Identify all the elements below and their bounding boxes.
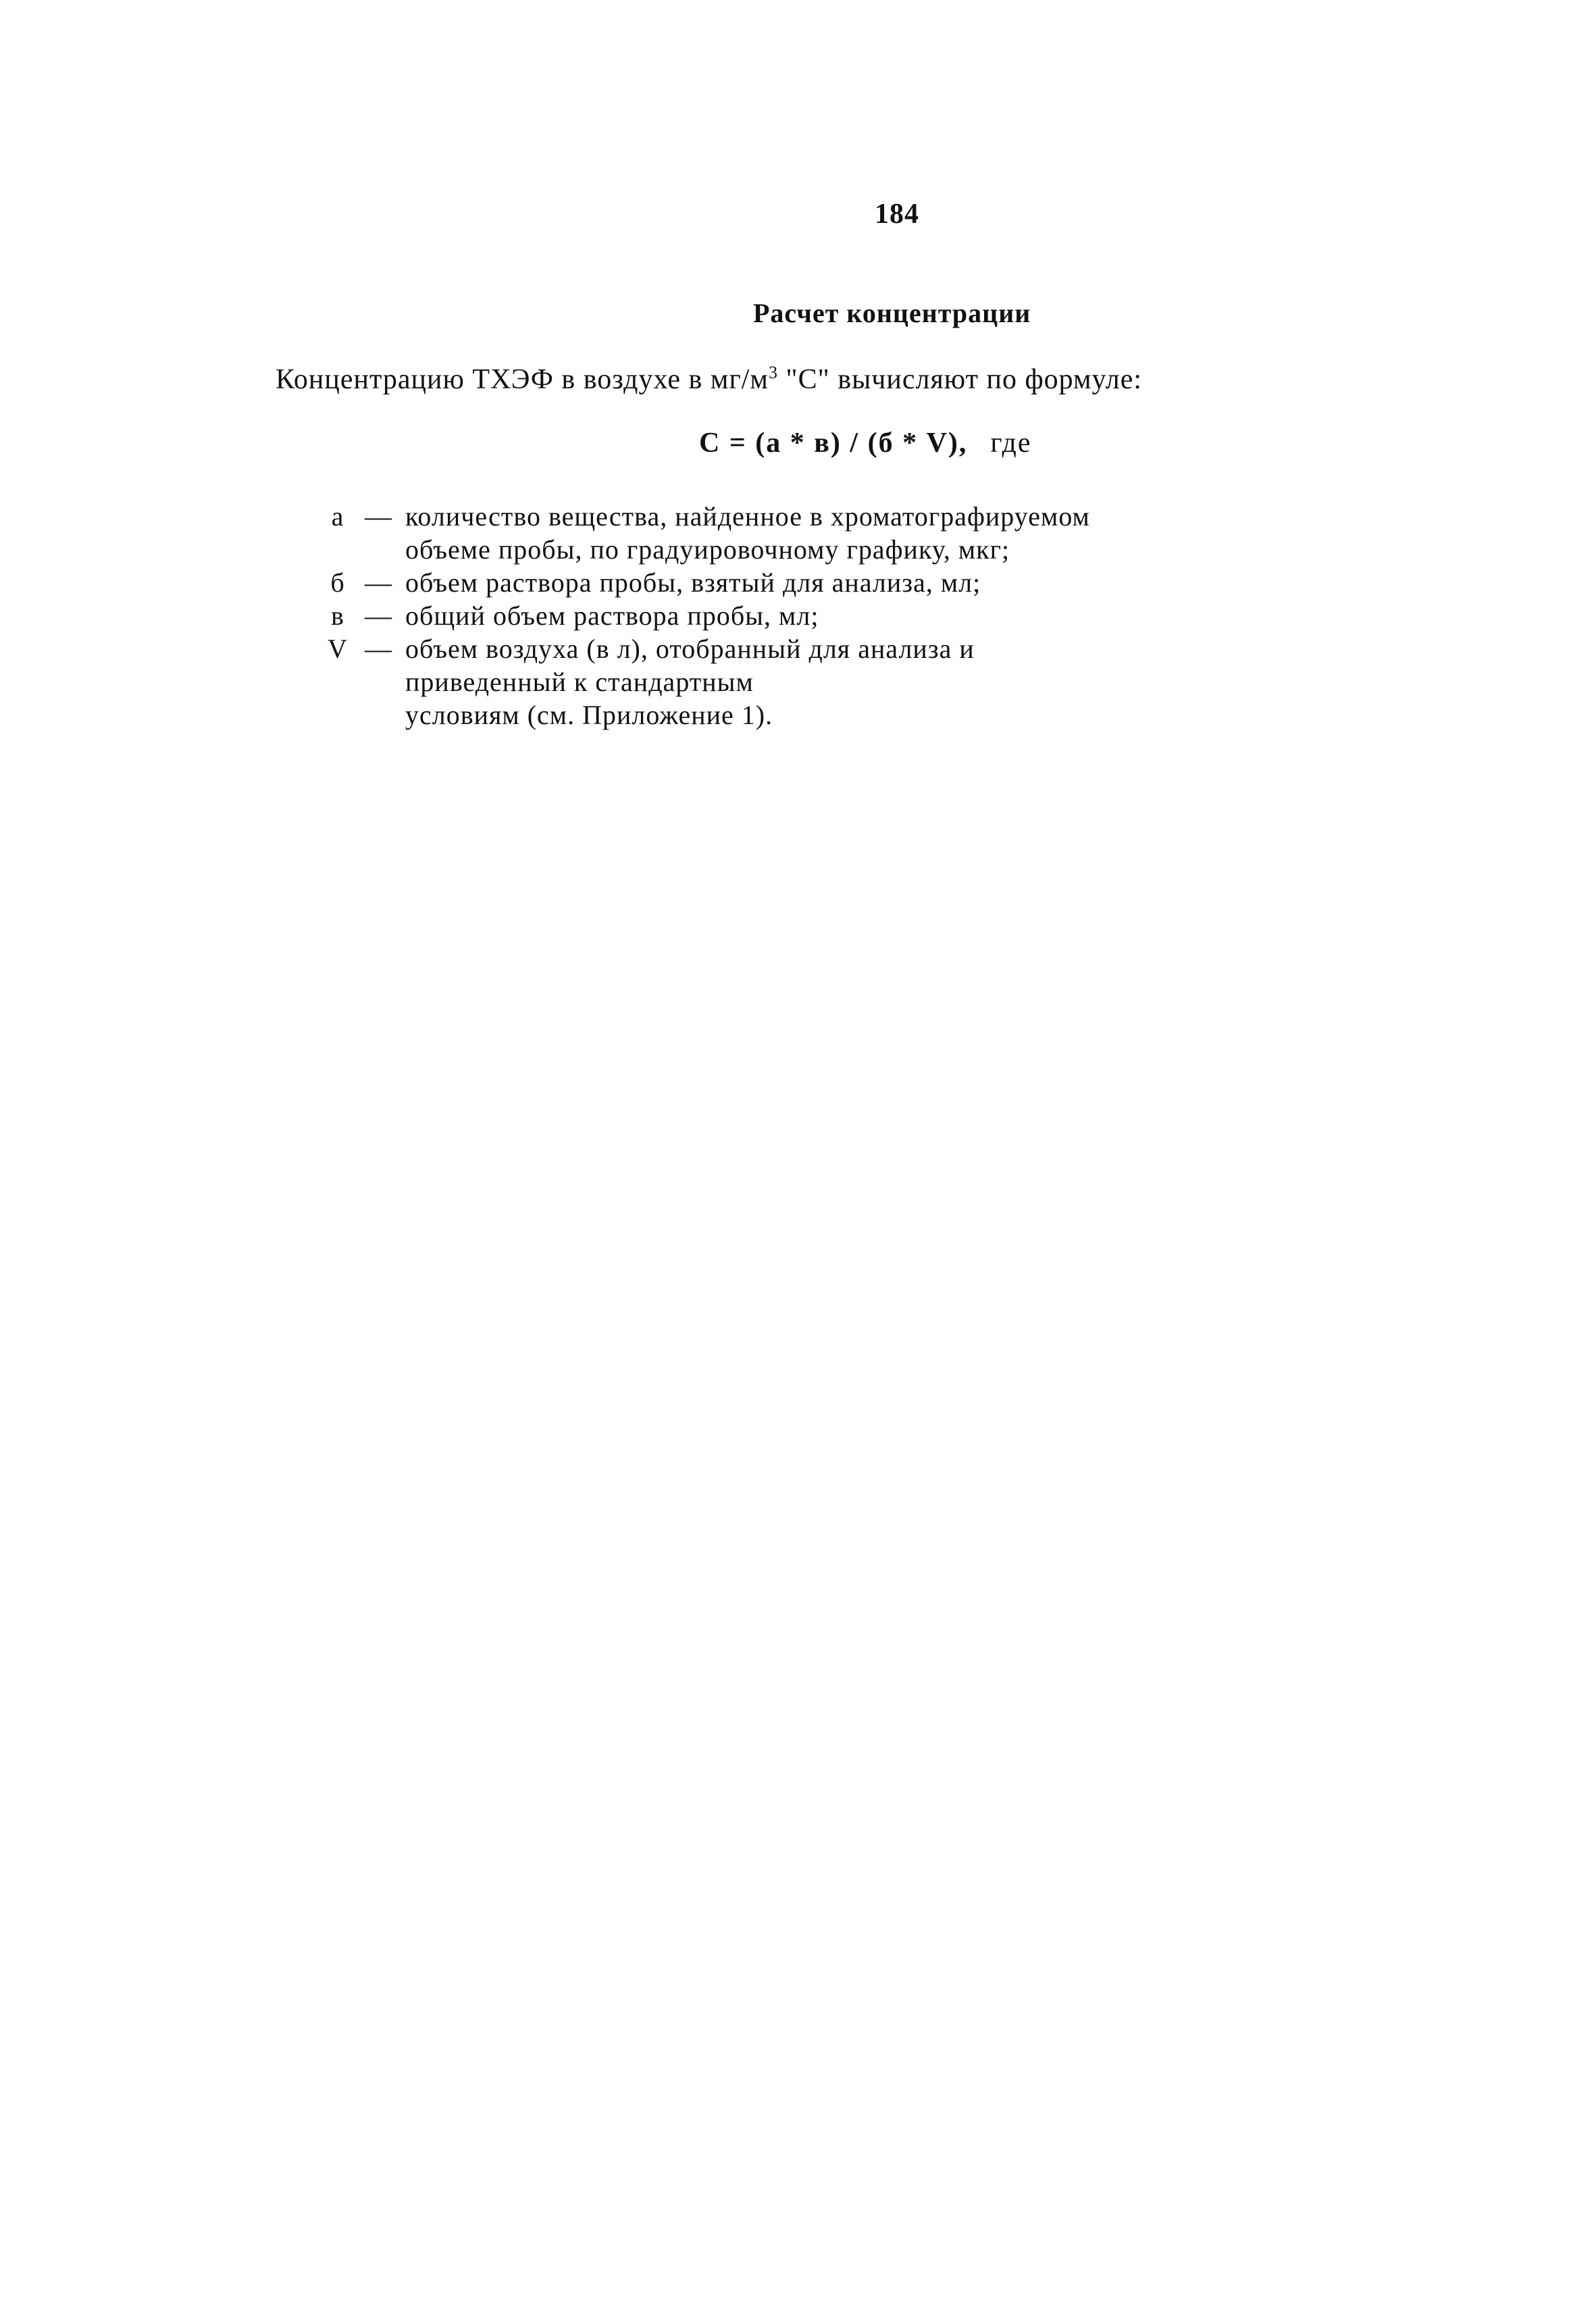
formula-where: где [990, 428, 1032, 459]
variable-definitions [311, 500, 1256, 731]
intro-paragraph [276, 363, 1142, 396]
intro-text-after-unit: "С" вычисляют по формуле: [777, 364, 1143, 395]
definition-dash: — [365, 567, 392, 598]
definition-text [405, 500, 1256, 566]
concentration-formula [699, 427, 1032, 459]
page-number: 184 [875, 199, 919, 230]
section-title: Расчет концентрации [753, 298, 1031, 328]
definition-line: объем воздуха (в л), отобранный для анализа и [405, 634, 975, 664]
definition-symbol: в [331, 600, 344, 631]
definition-dash: — [365, 634, 392, 664]
definition-b [311, 566, 1256, 599]
definition-symbol: б [330, 567, 345, 598]
definition-symbol: а [331, 501, 344, 532]
definition-volume [311, 632, 1256, 731]
definition-line: приведенный к стандартным [405, 667, 754, 697]
definition-text [405, 566, 1256, 599]
definition-a [311, 500, 1256, 566]
definition-symbol: V [328, 634, 348, 664]
definition-v [311, 599, 1256, 632]
intro-text-before-unit: Концентрацию ТХЭФ в воздухе в мг/м [276, 364, 769, 395]
unit-superscript: 3 [768, 363, 778, 382]
definition-dash: — [365, 600, 392, 631]
definition-text [405, 599, 1256, 632]
definition-line: количество вещества, найденное в хроматографируемом [405, 501, 1090, 532]
formula-expression: С = (а * в) / (б * V), [699, 428, 968, 459]
definition-line: объем раствора пробы, взятый для анализа, мл; [405, 567, 981, 598]
definition-text [405, 632, 1256, 731]
definition-dash: — [365, 501, 392, 532]
definition-line: условиям (см. Приложение 1). [405, 700, 773, 730]
definition-line: объеме пробы, по градуировочному графику, мкг; [405, 534, 1010, 565]
definition-line: общий объем раствора пробы, мл; [405, 600, 819, 631]
